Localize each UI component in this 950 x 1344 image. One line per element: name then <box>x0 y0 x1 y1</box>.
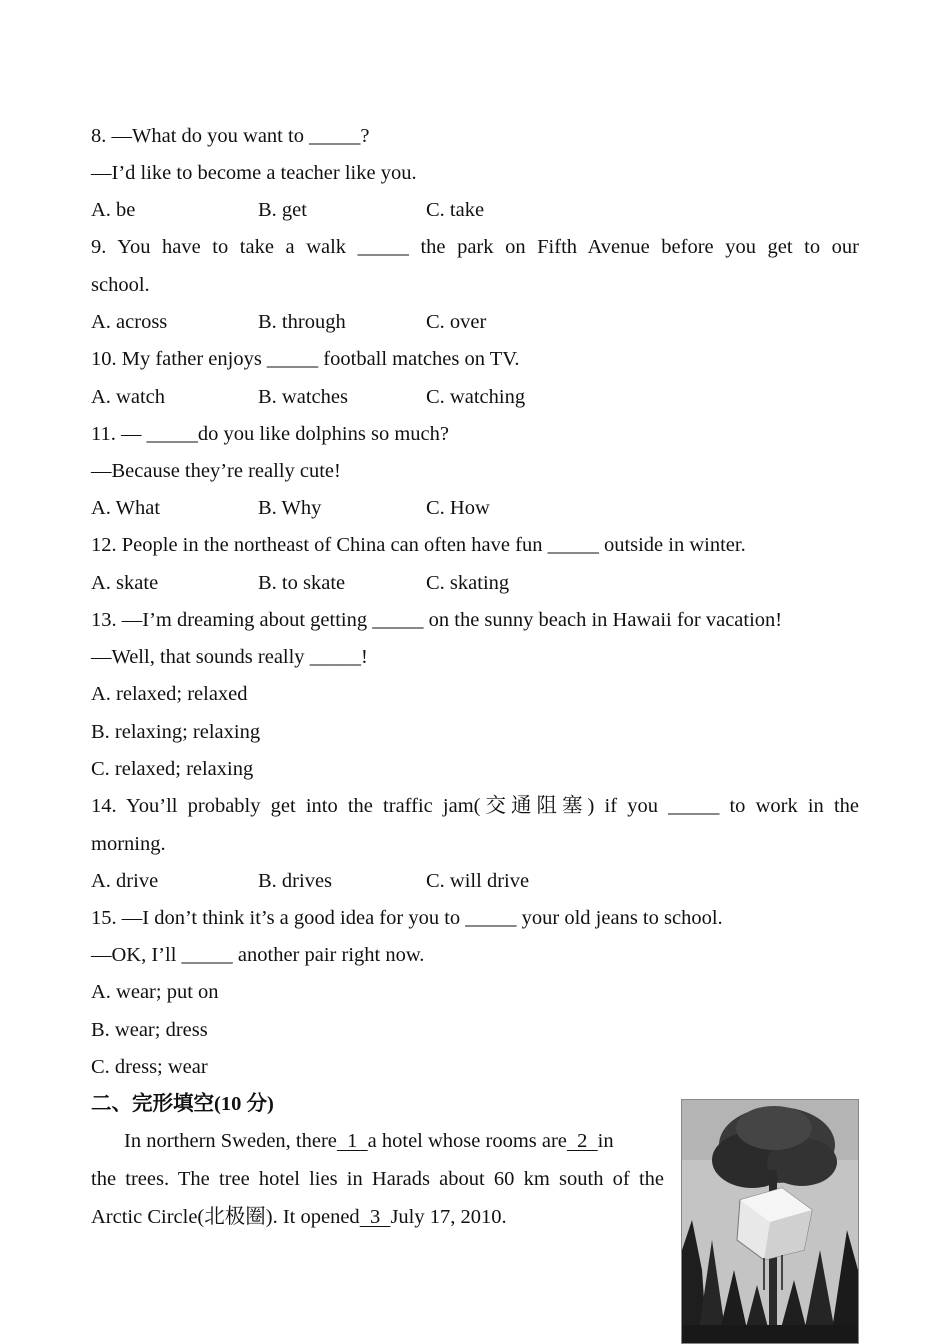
q14-stem-line1: 14. You’ll probably get into the traffic jam(交通阻塞) if you _____ to work in the <box>91 795 859 817</box>
q15-option-a: A. wear; put on <box>91 981 219 1003</box>
q11-option-b: B. Why <box>258 497 322 519</box>
q11-option-c: C. How <box>426 497 490 519</box>
cloze-text-1b: a hotel whose rooms are <box>367 1130 567 1152</box>
q8-option-a: A. be <box>91 199 136 221</box>
q13-option-b: B. relaxing; relaxing <box>91 721 261 743</box>
cloze-text-3a: Arctic Circle(北极圈). It opened <box>91 1206 360 1228</box>
q12-option-c: C. skating <box>426 572 510 594</box>
cloze-text-1c: in <box>597 1130 614 1152</box>
q14-option-b: B. drives <box>258 870 333 892</box>
q14-option-a: A. drive <box>91 870 159 892</box>
cloze-line2: the trees. The tree hotel lies in Harads about 60 km south of the <box>91 1168 664 1190</box>
q13-stem: 13. —I’m dreaming about getting _____ on the sunny beach in Hawaii for vacation! <box>91 609 783 631</box>
q9-option-c: C. over <box>426 311 487 333</box>
q14-option-c: C. will drive <box>426 870 530 892</box>
q11-stem: 11. — _____do you like dolphins so much? <box>91 423 449 445</box>
q9-option-a: A. across <box>91 311 168 333</box>
tree-hotel-photo <box>681 1099 859 1344</box>
q10-option-b: B. watches <box>258 386 348 408</box>
q12-option-a: A. skate <box>91 572 159 594</box>
q13-reply-text: —Well, that sounds really <box>91 646 310 668</box>
q13-option-c: C. relaxed; relaxing <box>91 758 254 780</box>
q11-reply: —Because they’re really cute! <box>91 460 341 482</box>
q15-reply: —OK, I’ll _____ another pair right now. <box>91 944 425 966</box>
q13-reply-blank: _____! <box>309 646 368 668</box>
q12-stem: 12. People in the northeast of China can often have fun _____ outside in winter. <box>91 534 746 556</box>
q8-option-b: B. get <box>258 199 307 221</box>
q13-reply <box>91 644 859 670</box>
q15-option-b: B. wear; dress <box>91 1019 208 1041</box>
q11-option-a: A. What <box>91 497 161 519</box>
q10-stem: 10. My father enjoys _____ football matches on TV. <box>91 348 520 370</box>
q15-option-c: C. dress; wear <box>91 1056 208 1078</box>
tree-hotel-image <box>682 1100 858 1343</box>
cloze-blank-2: 2 <box>566 1130 598 1152</box>
cloze-text-3b: July 17, 2010. <box>390 1206 507 1228</box>
q8-option-c: C. take <box>426 199 485 221</box>
cloze-line3 <box>91 1204 664 1230</box>
cloze-blank-3: 3 <box>359 1206 391 1228</box>
cloze-blank-1: 1 <box>336 1130 368 1152</box>
q8-options <box>91 197 859 327</box>
q13-option-a: A. relaxed; relaxed <box>91 683 248 705</box>
q14-stem-line2: morning. <box>91 833 166 855</box>
q10-option-a: A. watch <box>91 386 166 408</box>
q15-stem: 15. —I don’t think it’s a good idea for you to _____ your old jeans to school. <box>91 907 723 929</box>
q9-option-b: B. through <box>258 311 346 333</box>
q8-reply: —I’d like to become a teacher like you. <box>91 162 417 184</box>
q10-option-c: C. watching <box>426 386 526 408</box>
q8-stem: 8. —What do you want to _____? <box>91 125 370 147</box>
cloze-text-1a: In northern Sweden, there <box>124 1130 337 1152</box>
q9-stem-line1: 9. You have to take a walk _____ the park on Fifth Avenue before you get to our <box>91 236 859 258</box>
section2-heading: 二、完形填空(10 分) <box>91 1093 274 1115</box>
cloze-line1 <box>124 1128 664 1154</box>
q9-stem-line2: school. <box>91 274 150 296</box>
q12-option-b: B. to skate <box>258 572 346 594</box>
